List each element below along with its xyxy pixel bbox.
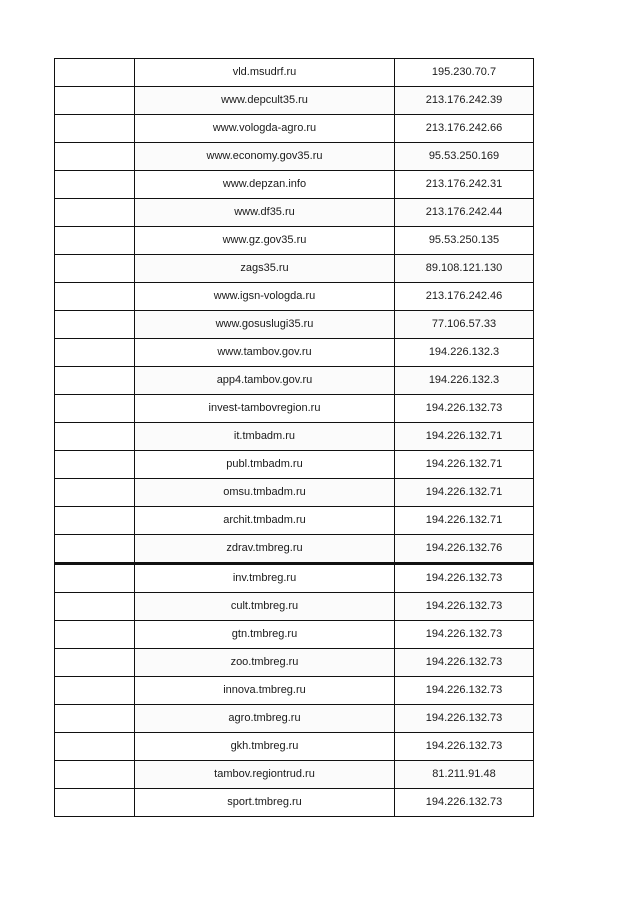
ip-cell: 194.226.132.71	[395, 423, 534, 451]
ip-cell: 194.226.132.73	[395, 593, 534, 621]
domain-cell: invest-tambovregion.ru	[135, 395, 395, 423]
ip-cell: 213.176.242.66	[395, 115, 534, 143]
domain-cell: app4.tambov.gov.ru	[135, 367, 395, 395]
domain-cell: innova.tmbreg.ru	[135, 677, 395, 705]
table-row	[55, 59, 534, 87]
ip-cell: 194.226.132.73	[395, 733, 534, 761]
domain-cell: www.depcult35.ru	[135, 87, 395, 115]
table-row	[55, 311, 534, 339]
ip-cell: 194.226.132.71	[395, 507, 534, 535]
ip-cell: 194.226.132.71	[395, 451, 534, 479]
ip-cell: 194.226.132.3	[395, 367, 534, 395]
domain-cell: sport.tmbreg.ru	[135, 789, 395, 817]
empty-cell	[55, 171, 135, 199]
table-row	[55, 87, 534, 115]
ip-cell: 213.176.242.44	[395, 199, 534, 227]
empty-cell	[55, 199, 135, 227]
ip-cell: 95.53.250.135	[395, 227, 534, 255]
ip-cell: 89.108.121.130	[395, 255, 534, 283]
domain-cell: zdrav.tmbreg.ru	[135, 535, 395, 564]
table-row	[55, 339, 534, 367]
ip-cell: 194.226.132.73	[395, 677, 534, 705]
empty-cell	[55, 311, 135, 339]
table-row	[55, 621, 534, 649]
domain-cell: www.gosuslugi35.ru	[135, 311, 395, 339]
table-row	[55, 367, 534, 395]
table-row	[55, 227, 534, 255]
table-row	[55, 199, 534, 227]
domain-cell: cult.tmbreg.ru	[135, 593, 395, 621]
domain-ip-table	[54, 58, 534, 817]
domain-cell: agro.tmbreg.ru	[135, 705, 395, 733]
ip-cell: 213.176.242.46	[395, 283, 534, 311]
ip-cell: 213.176.242.39	[395, 87, 534, 115]
empty-cell	[55, 283, 135, 311]
table-body	[55, 59, 534, 817]
table-row	[55, 535, 534, 564]
ip-cell: 213.176.242.31	[395, 171, 534, 199]
table-row	[55, 115, 534, 143]
empty-cell	[55, 395, 135, 423]
ip-cell: 194.226.132.76	[395, 535, 534, 564]
empty-cell	[55, 564, 135, 593]
empty-cell	[55, 87, 135, 115]
empty-cell	[55, 451, 135, 479]
ip-cell: 194.226.132.71	[395, 479, 534, 507]
empty-cell	[55, 339, 135, 367]
domain-cell: www.tambov.gov.ru	[135, 339, 395, 367]
ip-cell: 77.106.57.33	[395, 311, 534, 339]
empty-cell	[55, 761, 135, 789]
domain-cell: inv.tmbreg.ru	[135, 564, 395, 593]
domain-cell: tambov.regiontrud.ru	[135, 761, 395, 789]
empty-cell	[55, 621, 135, 649]
table-row	[55, 395, 534, 423]
table-row	[55, 677, 534, 705]
empty-cell	[55, 677, 135, 705]
empty-cell	[55, 535, 135, 564]
empty-cell	[55, 479, 135, 507]
table-row	[55, 451, 534, 479]
ip-cell: 195.230.70.7	[395, 59, 534, 87]
domain-cell: www.gz.gov35.ru	[135, 227, 395, 255]
ip-cell: 194.226.132.3	[395, 339, 534, 367]
table-row	[55, 705, 534, 733]
table-row	[55, 143, 534, 171]
empty-cell	[55, 227, 135, 255]
table-row	[55, 564, 534, 593]
empty-cell	[55, 733, 135, 761]
ip-cell: 194.226.132.73	[395, 621, 534, 649]
domain-cell: publ.tmbadm.ru	[135, 451, 395, 479]
empty-cell	[55, 367, 135, 395]
table-row	[55, 761, 534, 789]
domain-cell: www.depzan.info	[135, 171, 395, 199]
table-row	[55, 283, 534, 311]
domain-cell: gkh.tmbreg.ru	[135, 733, 395, 761]
table-row	[55, 171, 534, 199]
empty-cell	[55, 115, 135, 143]
ip-cell: 95.53.250.169	[395, 143, 534, 171]
table-row	[55, 479, 534, 507]
table-row	[55, 733, 534, 761]
ip-cell: 194.226.132.73	[395, 789, 534, 817]
ip-cell: 194.226.132.73	[395, 649, 534, 677]
empty-cell	[55, 143, 135, 171]
empty-cell	[55, 649, 135, 677]
domain-cell: omsu.tmbadm.ru	[135, 479, 395, 507]
ip-cell: 81.211.91.48	[395, 761, 534, 789]
ip-cell: 194.226.132.73	[395, 395, 534, 423]
domain-cell: zags35.ru	[135, 255, 395, 283]
domain-cell: zoo.tmbreg.ru	[135, 649, 395, 677]
empty-cell	[55, 705, 135, 733]
ip-cell: 194.226.132.73	[395, 705, 534, 733]
empty-cell	[55, 789, 135, 817]
table-row	[55, 593, 534, 621]
table-row	[55, 255, 534, 283]
empty-cell	[55, 255, 135, 283]
table-row	[55, 507, 534, 535]
domain-cell: www.df35.ru	[135, 199, 395, 227]
empty-cell	[55, 593, 135, 621]
empty-cell	[55, 423, 135, 451]
domain-cell: vld.msudrf.ru	[135, 59, 395, 87]
table-row	[55, 423, 534, 451]
table-row	[55, 789, 534, 817]
ip-cell: 194.226.132.73	[395, 564, 534, 593]
domain-cell: www.economy.gov35.ru	[135, 143, 395, 171]
table-row	[55, 649, 534, 677]
domain-cell: gtn.tmbreg.ru	[135, 621, 395, 649]
domain-cell: it.tmbadm.ru	[135, 423, 395, 451]
domain-cell: www.igsn-vologda.ru	[135, 283, 395, 311]
domain-cell: archit.tmbadm.ru	[135, 507, 395, 535]
empty-cell	[55, 507, 135, 535]
domain-cell: www.vologda-agro.ru	[135, 115, 395, 143]
empty-cell	[55, 59, 135, 87]
